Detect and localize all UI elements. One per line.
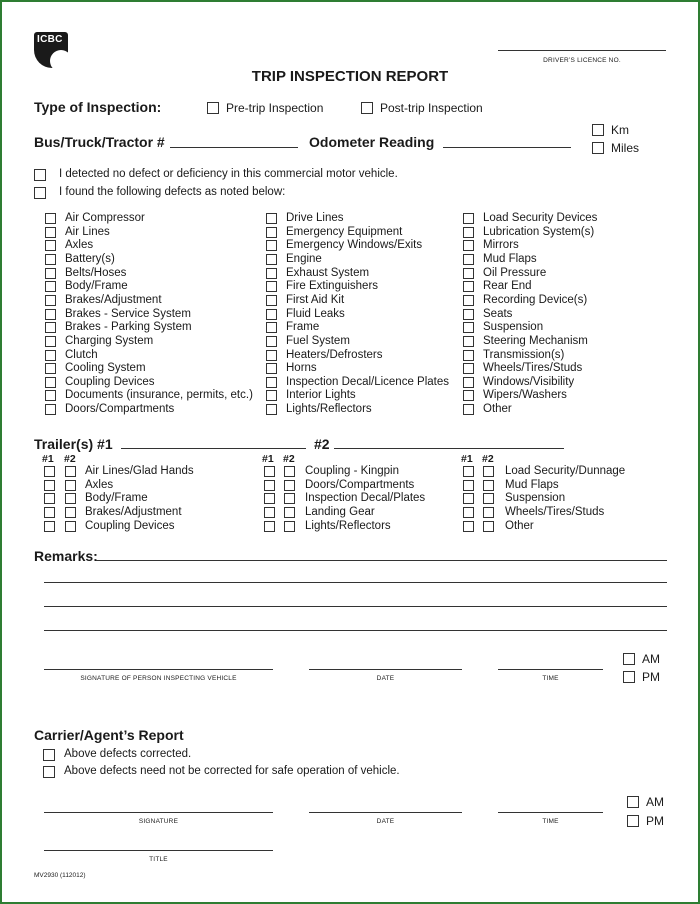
trailer2-checkbox[interactable]	[284, 466, 295, 477]
trailer1-field[interactable]	[121, 448, 306, 449]
trailer-defect-label: Lights/Reflectors	[305, 519, 391, 532]
carrier-title-label: TITLE	[149, 856, 168, 863]
defect-checkbox[interactable]	[463, 404, 474, 415]
trailer-defect-label: Coupling - Kingpin	[305, 465, 399, 477]
defect-label: Other	[483, 403, 512, 416]
trailer2-checkbox[interactable]	[483, 507, 494, 518]
defect-label: Fuel System	[286, 334, 350, 347]
trailer2-checkbox[interactable]	[483, 521, 494, 532]
inspection-date-label: DATE	[376, 675, 395, 682]
defect-checkbox[interactable]	[45, 350, 56, 361]
defect-checkbox[interactable]	[45, 363, 56, 374]
defect-label: Suspension	[483, 321, 544, 334]
trailer2-checkbox[interactable]	[65, 521, 76, 532]
defect-checkbox[interactable]	[266, 281, 277, 292]
trailer1-column-header: #1	[262, 453, 274, 465]
odometer-field[interactable]	[443, 147, 571, 148]
defect-checkbox[interactable]	[266, 350, 277, 361]
defect-checkbox[interactable]	[463, 254, 474, 265]
defect-label: Wheels/Tires/Studs	[483, 362, 583, 375]
trailer1-checkbox[interactable]	[264, 521, 275, 532]
defect-label: Doors/Compartments	[65, 403, 175, 416]
pm-label-2: PM	[646, 814, 664, 828]
defect-checkbox[interactable]	[45, 322, 56, 333]
am-label-1: AM	[642, 652, 660, 666]
remarks-line-2[interactable]	[44, 582, 667, 583]
defect-checkbox[interactable]	[266, 268, 277, 279]
defect-label: Clutch	[65, 348, 98, 361]
defect-checkbox[interactable]	[266, 227, 277, 238]
pre-trip-checkbox[interactable]	[207, 102, 219, 114]
defect-label: Battery(s)	[65, 252, 115, 265]
defect-checkbox[interactable]	[266, 309, 277, 320]
trailer-defect-label: Suspension	[505, 492, 566, 505]
defect-label: Coupling Devices	[65, 375, 155, 388]
am-checkbox-2[interactable]	[627, 796, 639, 808]
trailer-defect-label: Inspection Decal/Plates	[305, 492, 426, 505]
trailer-defect-label: Load Security/Dunnage	[505, 465, 626, 477]
trailer-defect-label: Doors/Compartments	[305, 478, 415, 491]
trailer1-checkbox[interactable]	[463, 493, 474, 504]
carrier-signature-label: SIGNATURE	[138, 818, 179, 825]
no-defect-checkbox[interactable]	[34, 169, 46, 181]
defect-checkbox[interactable]	[266, 240, 277, 251]
trailer-defect-label: Wheels/Tires/Studs	[505, 506, 605, 519]
trailer2-label: #2	[314, 436, 330, 452]
trailer-defect-label: Other	[505, 519, 534, 532]
defect-label: Charging System	[65, 334, 154, 347]
trailer2-checkbox[interactable]	[65, 507, 76, 518]
post-trip-checkbox[interactable]	[361, 102, 373, 114]
defect-label: Horns	[286, 362, 317, 375]
defect-label: Engine	[286, 252, 322, 265]
trailer1-checkbox[interactable]	[463, 521, 474, 532]
trailer1-checkbox[interactable]	[264, 493, 275, 504]
defect-label: Inspection Decal/Licence Plates	[286, 375, 450, 388]
defect-checkbox[interactable]	[45, 404, 56, 415]
miles-label: Miles	[611, 141, 640, 155]
bus-truck-label: Bus/Truck/Tractor #	[34, 134, 165, 150]
trailer2-column-header: #2	[482, 453, 494, 465]
defect-checkbox[interactable]	[266, 295, 277, 306]
defect-label: Fire Extinguishers	[286, 280, 379, 293]
defect-checkbox[interactable]	[266, 390, 277, 401]
remarks-line-4[interactable]	[44, 630, 667, 631]
defect-checkbox[interactable]	[45, 309, 56, 320]
remarks-label: Remarks:	[34, 548, 98, 564]
trailer1-checkbox[interactable]	[44, 480, 55, 491]
defect-checkbox[interactable]	[463, 295, 474, 306]
odometer-label: Odometer Reading	[309, 134, 435, 150]
licence-number-field[interactable]	[498, 50, 666, 51]
trailer-defect-label: Brakes/Adjustment	[85, 506, 182, 519]
pre-trip-label: Pre-trip Inspection	[226, 101, 324, 115]
defect-label: Interior Lights	[286, 389, 356, 402]
trailer-defect-label: Mud Flaps	[505, 478, 559, 491]
defect-label: Rear End	[483, 280, 532, 293]
defect-label: Mud Flaps	[483, 252, 537, 265]
defect-label: Drive Lines	[286, 212, 344, 224]
trailer1-checkbox[interactable]	[44, 507, 55, 518]
miles-checkbox[interactable]	[592, 142, 604, 154]
pm-checkbox-1[interactable]	[623, 671, 635, 683]
km-checkbox[interactable]	[592, 124, 604, 136]
trailer-defect-label: Landing Gear	[305, 506, 375, 519]
defect-label: Wipers/Washers	[483, 389, 567, 402]
pm-checkbox-2[interactable]	[627, 815, 639, 827]
carrier-date-label: DATE	[376, 818, 395, 825]
defect-checkbox[interactable]	[45, 281, 56, 292]
defect-label: Seats	[483, 307, 513, 320]
trailer-defect-label: Coupling Devices	[85, 519, 175, 532]
defect-label: Brakes - Parking System	[65, 321, 192, 334]
defect-checkbox[interactable]	[45, 377, 56, 388]
trailer1-checkbox[interactable]	[463, 507, 474, 518]
post-trip-label: Post-trip Inspection	[380, 101, 483, 115]
carrier-signature-field[interactable]	[44, 812, 273, 813]
trailer2-checkbox[interactable]	[284, 521, 295, 532]
pm-label-1: PM	[642, 670, 660, 684]
defect-checkbox[interactable]	[463, 390, 474, 401]
defect-checkbox[interactable]	[45, 268, 56, 279]
defect-checkbox[interactable]	[266, 213, 277, 224]
defect-label: Emergency Equipment	[286, 225, 403, 238]
defect-label: Load Security Devices	[483, 212, 598, 224]
defect-label: Emergency Windows/Exits	[286, 239, 423, 252]
trailer2-checkbox[interactable]	[284, 480, 295, 491]
defect-checkbox[interactable]	[45, 254, 56, 265]
km-label: Km	[611, 123, 629, 137]
no-defect-label: I detected no defect or deficiency in this commercial motor vehicle.	[59, 168, 398, 180]
defect-label: Fluid Leaks	[286, 307, 345, 320]
defect-label: Brakes - Service System	[65, 307, 191, 320]
carrier-date-field[interactable]	[309, 812, 462, 813]
am-checkbox-1[interactable]	[623, 653, 635, 665]
defect-checkbox[interactable]	[463, 322, 474, 333]
trailer2-column-header: #2	[283, 453, 295, 465]
defect-label: Axles	[65, 239, 94, 252]
defect-label: Frame	[286, 321, 320, 334]
trailer2-checkbox[interactable]	[284, 507, 295, 518]
defect-checkbox[interactable]	[463, 227, 474, 238]
trailer1-label: Trailer(s) #1	[34, 436, 113, 452]
defect-label: Steering Mechanism	[483, 334, 588, 347]
defect-checkbox[interactable]	[45, 295, 56, 306]
defect-checkbox[interactable]	[266, 377, 277, 388]
trailer1-checkbox[interactable]	[463, 466, 474, 477]
defect-checkbox[interactable]	[266, 254, 277, 265]
logo-text: ICBC	[37, 34, 63, 45]
trailer2-checkbox[interactable]	[483, 480, 494, 491]
defect-label: Heaters/Defrosters	[286, 348, 383, 361]
defects-corrected-checkbox[interactable]	[43, 749, 55, 761]
defect-checkbox[interactable]	[45, 213, 56, 224]
defect-checkbox[interactable]	[45, 240, 56, 251]
bus-number-field[interactable]	[170, 147, 298, 148]
trailer-defect-label: Air Lines/Glad Hands	[85, 465, 194, 477]
defect-label: Brakes/Adjustment	[65, 293, 162, 306]
found-defects-label: I found the following defects as noted below:	[59, 186, 286, 198]
defects-corrected-label: Above defects corrected.	[64, 748, 192, 760]
inspector-signature-label: SIGNATURE OF PERSON INSPECTING VEHICLE	[80, 675, 237, 682]
inspection-time-label: TIME	[542, 675, 559, 682]
trailer1-checkbox[interactable]	[264, 480, 275, 491]
licence-label: DRIVER’S LICENCE NO.	[543, 57, 621, 64]
remarks-line-3[interactable]	[44, 606, 667, 607]
defect-label: Windows/Visibility	[483, 375, 575, 388]
defect-checkbox[interactable]	[45, 336, 56, 347]
carrier-title-field[interactable]	[44, 850, 273, 851]
trailer-defect-label: Body/Frame	[85, 492, 148, 505]
defect-checkbox[interactable]	[266, 336, 277, 347]
trailer2-checkbox[interactable]	[284, 493, 295, 504]
page-title: TRIP INSPECTION REPORT	[251, 68, 449, 85]
defect-label: Documents (insurance, permits, etc.)	[65, 389, 253, 402]
trailer2-field[interactable]	[334, 448, 564, 449]
remarks-line-1[interactable]	[96, 560, 667, 561]
defect-checkbox[interactable]	[463, 336, 474, 347]
carrier-time-label: TIME	[542, 818, 559, 825]
defect-label: Air Compressor	[65, 212, 145, 224]
defects-not-corrected-checkbox[interactable]	[43, 766, 55, 778]
defect-checkbox[interactable]	[266, 404, 277, 415]
inspection-time-field[interactable]	[498, 669, 603, 670]
trailer2-checkbox[interactable]	[65, 466, 76, 477]
defect-checkbox[interactable]	[463, 213, 474, 224]
defect-checkbox[interactable]	[463, 363, 474, 374]
defect-checkbox[interactable]	[45, 227, 56, 238]
defect-label: Oil Pressure	[483, 266, 547, 279]
defect-checkbox[interactable]	[266, 363, 277, 374]
defect-label: Transmission(s)	[483, 348, 565, 361]
defect-label: Belts/Hoses	[65, 266, 127, 279]
defect-label: Recording Device(s)	[483, 293, 588, 306]
trailer-defect-label: Axles	[85, 478, 114, 491]
defects-not-corrected-label: Above defects need not be corrected for safe operation of vehicle.	[64, 765, 400, 777]
trailer1-checkbox[interactable]	[44, 466, 55, 477]
trailer2-checkbox[interactable]	[65, 480, 76, 491]
trailer1-checkbox[interactable]	[264, 466, 275, 477]
defect-checkbox[interactable]	[463, 240, 474, 251]
am-label-2: AM	[646, 795, 664, 809]
defect-label: Cooling System	[65, 362, 146, 375]
trailer1-checkbox[interactable]	[44, 521, 55, 532]
form-id: MV2930 (112012)	[34, 872, 86, 879]
inspection-date-field[interactable]	[309, 669, 462, 670]
trailer1-column-header: #1	[461, 453, 473, 465]
trailer1-column-header: #1	[42, 453, 54, 465]
defect-label: Lights/Reflectors	[286, 403, 372, 416]
trailer2-column-header: #2	[64, 453, 76, 465]
defect-checkbox[interactable]	[463, 309, 474, 320]
defect-checkbox[interactable]	[463, 377, 474, 388]
defect-label: Lubrication System(s)	[483, 225, 595, 238]
defect-label: Exhaust System	[286, 266, 370, 279]
carrier-title: Carrier/Agent’s Report	[34, 727, 184, 743]
carrier-time-field[interactable]	[498, 812, 603, 813]
trailer1-checkbox[interactable]	[264, 507, 275, 518]
trailer2-checkbox[interactable]	[483, 466, 494, 477]
defect-label: First Aid Kit	[286, 293, 345, 306]
inspector-signature-field[interactable]	[44, 669, 273, 670]
defect-label: Mirrors	[483, 239, 519, 252]
trailer2-checkbox[interactable]	[65, 493, 76, 504]
defect-checkbox[interactable]	[463, 281, 474, 292]
defect-checkbox[interactable]	[463, 268, 474, 279]
defect-checkbox[interactable]	[463, 350, 474, 361]
trailer1-checkbox[interactable]	[44, 493, 55, 504]
trailer1-checkbox[interactable]	[463, 480, 474, 491]
inspection-type-label: Type of Inspection:	[34, 99, 162, 115]
defect-checkbox[interactable]	[45, 390, 56, 401]
defect-label: Body/Frame	[65, 280, 128, 293]
trailer2-checkbox[interactable]	[483, 493, 494, 504]
found-defects-checkbox[interactable]	[34, 187, 46, 199]
defect-checkbox[interactable]	[266, 322, 277, 333]
defect-label: Air Lines	[65, 225, 110, 238]
